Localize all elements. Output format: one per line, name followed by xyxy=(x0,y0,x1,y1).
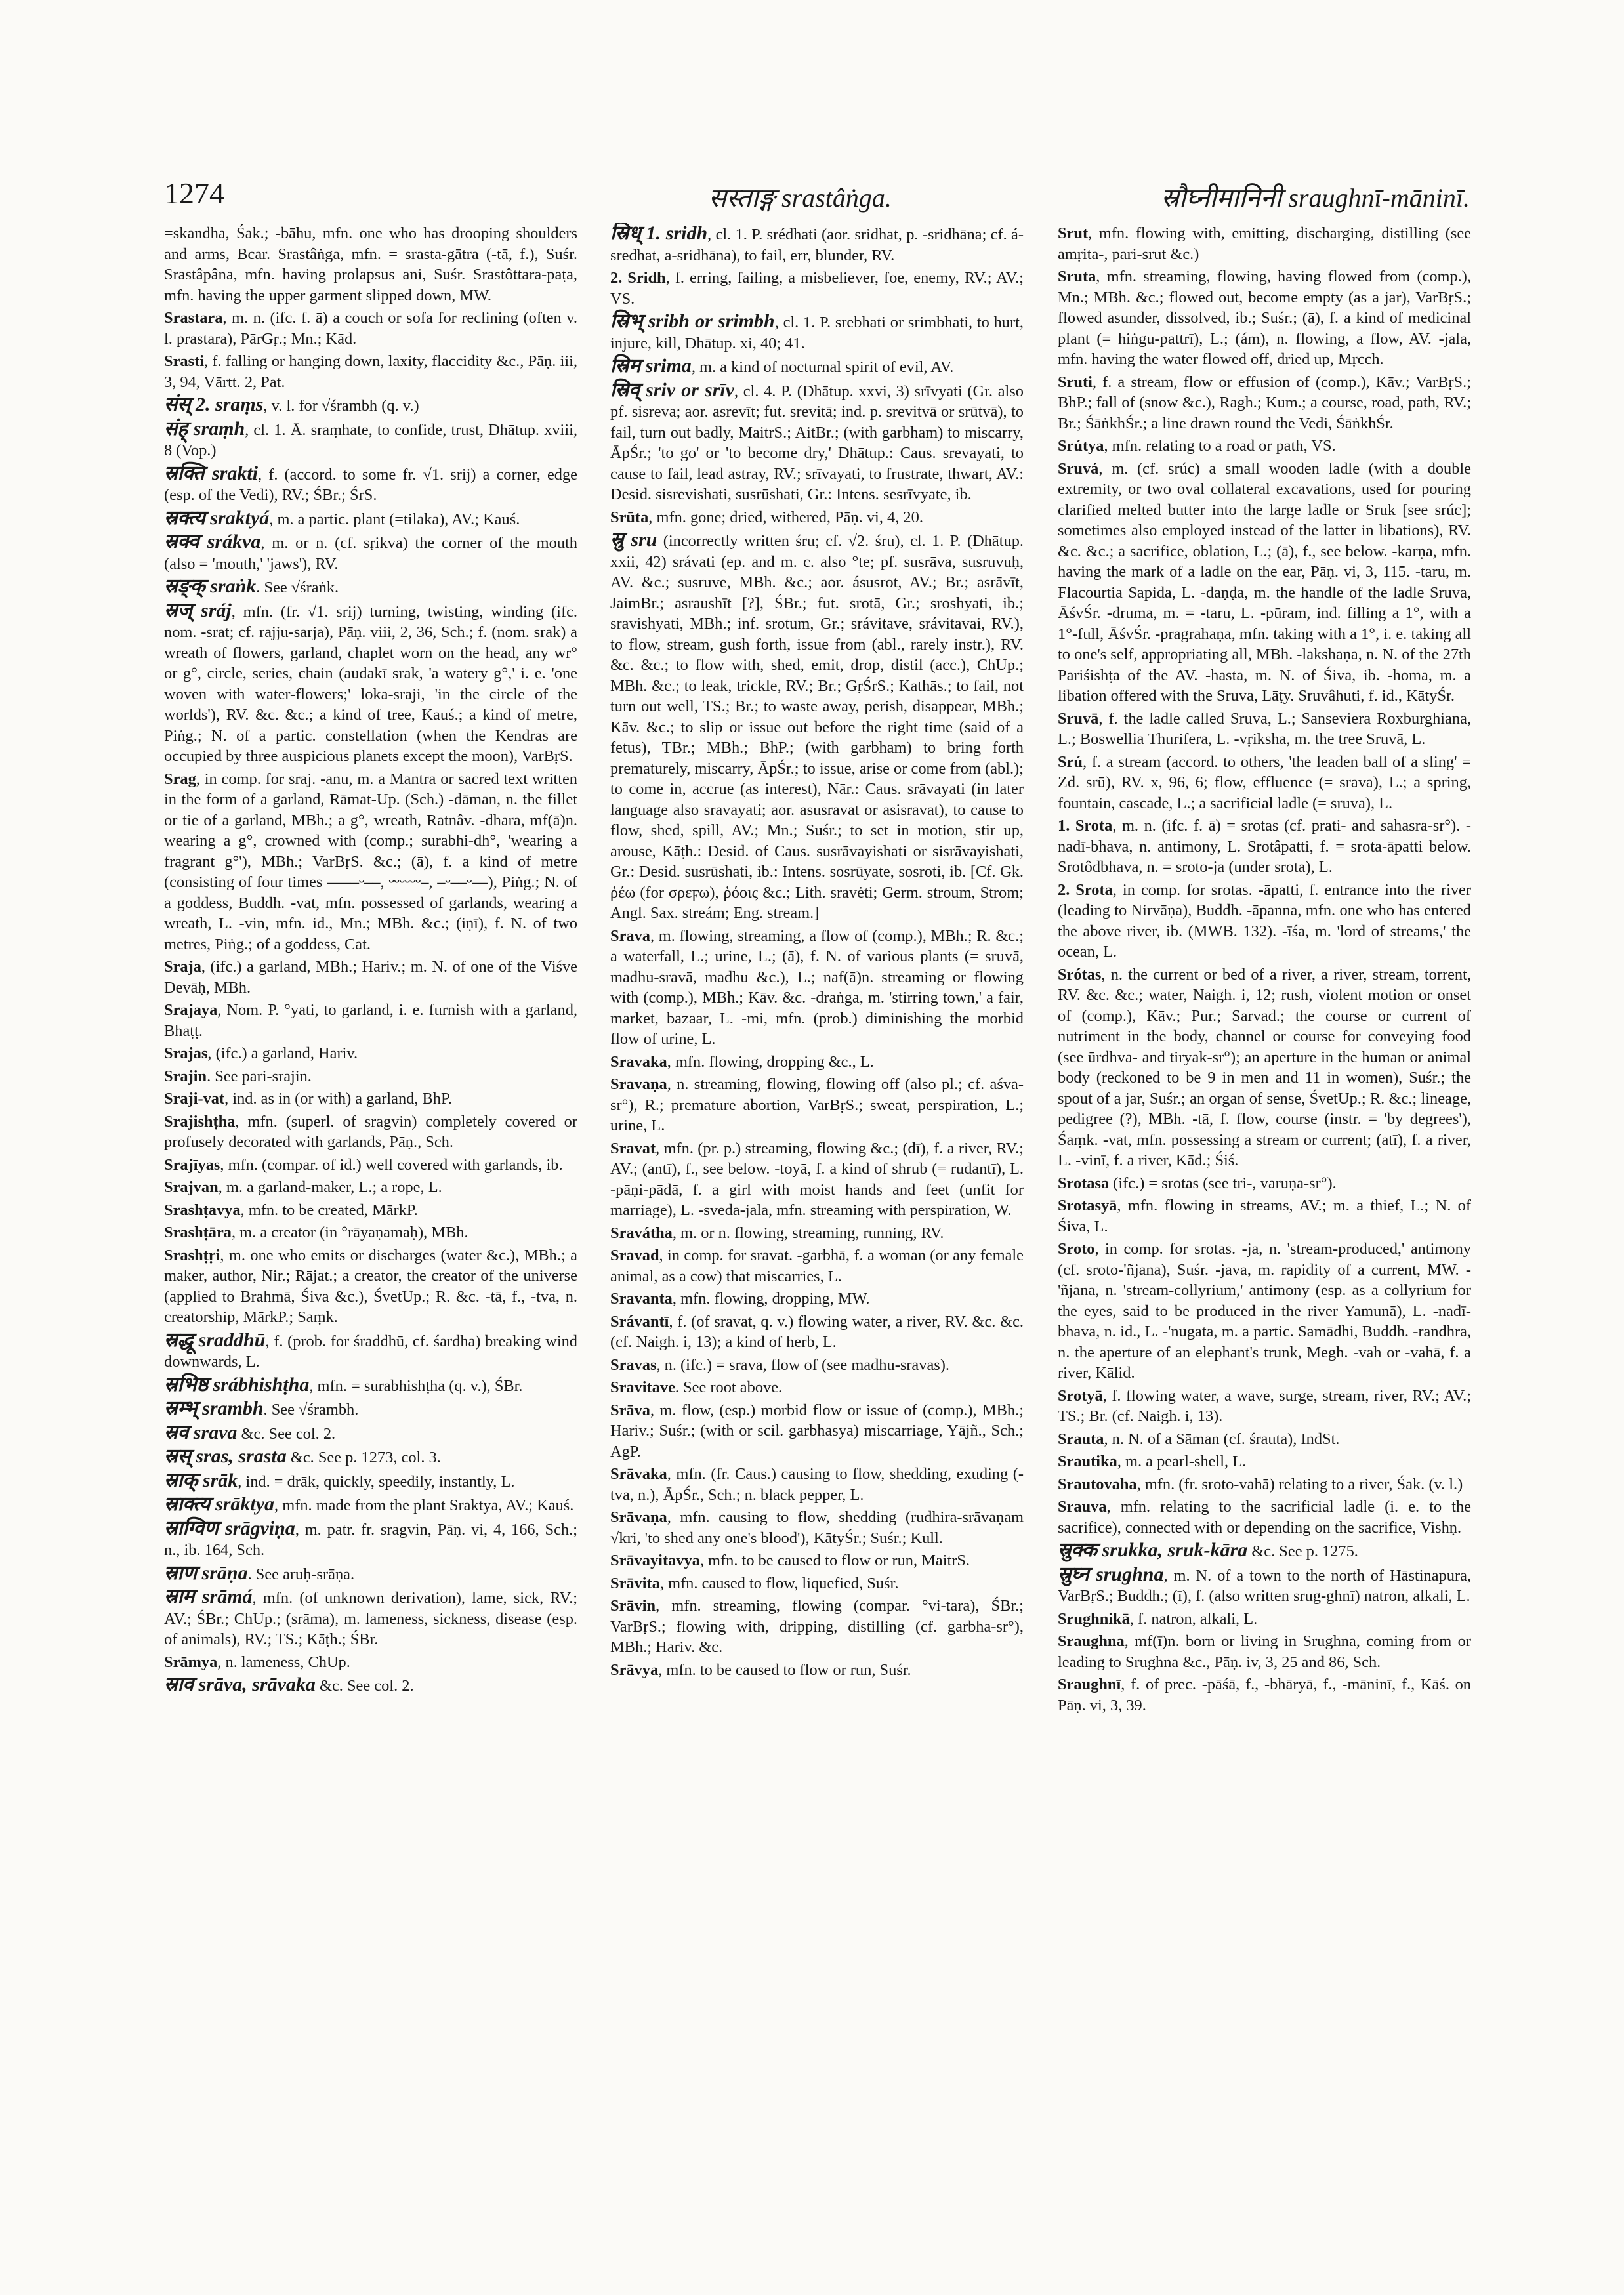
entry-definition: . See √śraṅk. xyxy=(256,579,339,596)
dictionary-entry xyxy=(610,1400,1024,1462)
entry-definition: , f. a stream, flow or effusion of (comp.), Kāv.; VarBṛS.; BhP.; fall of (snow &c.), Ragh.; Kum.; a course, road, path, RV.; Br.; ŚāṅkhŚr.; a line drawn round the Vedi, ŚāṅkhŚr. xyxy=(1058,373,1471,432)
dictionary-entry xyxy=(164,1043,577,1064)
entry-headword: स्रुक्क srukka, sruk-kāra xyxy=(1058,1539,1248,1561)
entry-definition: , mfn. to be caused to flow or run, Suśr. xyxy=(658,1661,911,1679)
dictionary-entry xyxy=(164,1200,577,1221)
entry-definition: , v. l. for √śrambh (q. v.) xyxy=(263,397,419,415)
dictionary-entry xyxy=(1058,1474,1471,1495)
dictionary-entry xyxy=(1058,436,1471,457)
entry-headword: Srāvya xyxy=(610,1661,659,1679)
entry-definition: , in comp. for srotas. -āpatti, f. entrance into the river (leading to Nirvāṇa), Buddh. -āpanna, mfn. one who has entered the above river, ib. (MWB. 132). -īśa, m. 'lord of streams,' the ocean, L. xyxy=(1058,880,1471,961)
dictionary-entry xyxy=(610,1074,1024,1136)
entry-headword: स्रम्भ् srambh xyxy=(164,1397,264,1419)
entry-headword: Sravitave xyxy=(610,1378,675,1396)
dictionary-entry xyxy=(164,1155,577,1176)
entry-headword: Sravat xyxy=(610,1139,656,1157)
dictionary-entry xyxy=(1058,816,1471,878)
entry-headword: स्राग्विण srāgviṇa xyxy=(164,1517,295,1539)
dictionary-entry xyxy=(610,1596,1024,1658)
entry-headword: स्रिभ् sribh or srimbh xyxy=(610,310,775,332)
entry-definition: , in comp. for sraj. -anu, m. a Mantra or sacred text written in the form of a garland, Rāmat-Up. (Sch.) -dāman, n. the fillet or tie of a garland, MBh.; a g°, wreath, Ratnâv. -dhara, mf(ā)n. wearing a g°, crowned with (comp.; surabhi-dh°, 'wearing a fragrant g°'), MBh.; VarBṛS. &c.; (ā), f. a kind of metre (consisting of four times ––––⏑––, ⏑⏑⏑⏑⏑⏑–, –⏑––⏑––), Piṅg.; N. of a goddess, Buddh. -vat, mfn. possessed of garlands, wearing a wreath, L. -vin, mfn. id., Mn.; MBh. &c.; (iṇī), f. N. of two metres, Piṅg.; of a goddess, Cat. xyxy=(164,770,577,953)
entry-headword: 2. Srota xyxy=(1058,880,1113,899)
dictionary-entry xyxy=(164,1563,577,1585)
dictionary-entry xyxy=(164,1422,577,1445)
dictionary-entry xyxy=(164,308,577,349)
dictionary-entry xyxy=(1058,1386,1471,1427)
entry-definition: , mfn. causing to flow, shedding (rudhira-srāvaṇam √kri, 'to shed any one's blood'), KātyŚr.; Suśr.; Kull. xyxy=(610,1508,1024,1547)
entry-headword: Srótas xyxy=(1058,965,1102,983)
entry-definition: , mfn. (compar. of id.) well covered with garlands, ib. xyxy=(220,1155,563,1174)
entry-definition: , n. lameness, ChUp. xyxy=(217,1653,350,1671)
dictionary-entry xyxy=(164,1330,577,1373)
dictionary-entry xyxy=(164,1494,577,1516)
dictionary-entry xyxy=(610,1138,1024,1221)
dictionary-entry xyxy=(164,957,577,998)
entry-headword: स्राव srāva, srāvaka xyxy=(164,1674,316,1695)
entry-headword: Sraji-vat xyxy=(164,1090,225,1107)
dictionary-entry xyxy=(610,1660,1024,1681)
entry-definition: , n. streaming, flowing, flowing off (also pl.; cf. aśva-sr°), R.; premature abortion, VarBṛS.; sweat, perspiration, L.; urine, L. xyxy=(610,1075,1024,1134)
dictionary-entry xyxy=(164,531,577,574)
dictionary-entry xyxy=(1058,459,1471,707)
entry-definition: , cl. 1. Ā. sraṃhate, to confide, trust, Dhātup. xviii, 8 (Vop.) xyxy=(164,421,577,459)
entry-definition: , mfn. (fr. Caus.) causing to flow, shedding, exuding (-tva, n.), ĀpŚr., Sch.; n. black pepper, L. xyxy=(610,1465,1024,1504)
entry-definition: , in comp. for srotas. -ja, n. 'stream-produced,' antimony (cf. sroto-'ñjana), Suśr. -java, m. rapidity of a current, MW. -'ñjana, n. 'stream-collyrium,' antimony (esp. as a collyrium for the eyes, said to be produced in the river Yamunā), L. -nadī-bhava, n. id., L. -'nugata, m. a partic. Samādhi, Buddh. -randhra, n. the aperture of an elephant's trunk, Megh. -vah or -vahā, f. a river, Kālid. xyxy=(1058,1240,1471,1382)
dictionary-entry xyxy=(1058,1195,1471,1237)
entry-headword: Sraja xyxy=(164,958,201,976)
entry-headword: Srut xyxy=(1058,224,1089,242)
entry-headword: Srag xyxy=(164,770,196,788)
dictionary-entry xyxy=(164,1470,577,1493)
page-number: 1274 xyxy=(164,176,224,210)
dictionary-entry xyxy=(1058,752,1471,814)
dictionary-entry xyxy=(164,1652,577,1673)
entry-definition: , m. n. (ifc. f. ā) a couch or sofa for reclining (often v. l. prastara), PārGṛ.; Mn.; Kād. xyxy=(164,309,577,348)
entry-headword: स्राक्त्य srāktya xyxy=(164,1493,275,1515)
dictionary-entry xyxy=(1058,223,1471,264)
column-1 xyxy=(164,223,577,2204)
entry-definition: , mfn. flowing with, emitting, discharging, distilling (see amṛita-, pari-srut &c.) xyxy=(1058,224,1471,263)
entry-headword: 1. Srota xyxy=(1058,817,1113,835)
entry-headword: Srajaya xyxy=(164,1001,218,1019)
column-3 xyxy=(1058,223,1471,2204)
dictionary-entry xyxy=(164,769,577,955)
entry-definition: . See aruḥ-srāṇa. xyxy=(247,1565,355,1583)
dictionary-entry xyxy=(164,600,577,767)
dictionary-entry xyxy=(610,926,1024,1050)
entry-headword: Srāva xyxy=(610,1401,650,1419)
dictionary-entry xyxy=(1058,1451,1471,1472)
entry-headword: स्रङ्क् sraṅk xyxy=(164,575,257,597)
entry-definition: , mfn. relating to the sacrificial ladle (i. e. to the sacrifice), connected with or depending on the sacrifice, Vishṇ. xyxy=(1058,1498,1471,1537)
entry-headword: Srajin xyxy=(164,1067,207,1085)
entry-definition: , m. or n. flowing, streaming, running, RV. xyxy=(672,1224,944,1242)
dictionary-entry xyxy=(1058,1540,1471,1562)
dictionary-entry xyxy=(1058,964,1471,1171)
entry-headword: संस् 2. sraṃs xyxy=(164,394,264,415)
entry-headword: Sruvā xyxy=(1058,709,1099,728)
dictionary-entry xyxy=(610,380,1024,505)
entry-headword: Srashṭāra xyxy=(164,1224,232,1241)
entry-definition: , f. (accord. to some fr. √1. srij) a corner, edge (esp. of the Vedi), RV.; ŚBr.; ŚrS. xyxy=(164,465,577,504)
entry-definition: , f. (prob. for śraddhū, cf. śardha) breaking wind downwards, L. xyxy=(164,1332,577,1371)
dictionary-entry xyxy=(1058,372,1471,434)
dictionary-entry xyxy=(1058,880,1471,962)
dictionary-entry xyxy=(1058,1497,1471,1538)
dictionary-entry xyxy=(164,1398,577,1420)
entry-headword: Srú xyxy=(1058,753,1083,771)
entry-definition: , mfn. (pr. p.) streaming, flowing &c.; (dī), f. a river, RV.; AV.; (antī), f., see below. -toyā, f. a kind of shrub (= rudantī), L. -pāṇi-pādā, f. a girl with moist hands and feet (unfit for marriage), L. -sveda-jala, mfn. streaming with perspiration, W. xyxy=(610,1139,1024,1219)
entry-headword: Sroto xyxy=(1058,1240,1095,1258)
dictionary-entry xyxy=(164,223,577,306)
entry-headword: स्राण srāṇa xyxy=(164,1561,248,1584)
entry-definition: , m. a garland-maker, L.; a rope, L. xyxy=(218,1178,442,1196)
dictionary-entry xyxy=(610,356,1024,378)
running-head-left: सस्ताङ्ग srastâṅga. xyxy=(709,183,892,213)
entry-definition: , (ifc.) a garland, Hariv. xyxy=(207,1044,358,1062)
entry-definition: . See √śrambh. xyxy=(263,1401,359,1418)
dictionary-entry xyxy=(1058,709,1471,750)
entry-headword: स्राक् srāk xyxy=(164,1469,238,1491)
entry-definition: , ind. = drāk, quickly, speedily, instantly, L. xyxy=(238,1472,515,1491)
dictionary-entry xyxy=(164,576,577,598)
entry-headword: 2. Sridh xyxy=(610,269,666,287)
entry-definition: , m. N. of a town to the north of Hāstinapura, VarBṛS.; Buddh.; (ī), f. (also written srug-ghnī) natron, alkali, L. xyxy=(1058,1566,1471,1605)
entry-definition: , m. flow, (esp.) morbid flow or issue of (comp.), MBh.; Hariv.; Suśr.; (with or scil. garbhasya) miscarriage, Yājñ., Sch.; AgP. xyxy=(610,1401,1024,1460)
entry-headword: Srajas xyxy=(164,1044,208,1062)
entry-definition: , n. (ifc.) = srava, flow of (see madhu-sravas). xyxy=(656,1355,949,1374)
entry-headword: Srashṭṛi xyxy=(164,1246,220,1264)
dictionary-entry xyxy=(1058,1674,1471,1716)
dictionary-entry xyxy=(164,1222,577,1243)
entry-headword: Srajishṭha xyxy=(164,1112,236,1130)
entry-headword: Sravanta xyxy=(610,1290,673,1308)
dictionary-entry xyxy=(610,1464,1024,1505)
entry-headword: Sruti xyxy=(1058,373,1093,391)
entry-headword: स्रक्व srákva xyxy=(164,531,261,552)
entry-headword: स्रव srava xyxy=(164,1421,238,1443)
entry-headword: Srastara xyxy=(164,309,223,327)
entry-definition: , ind. as in (or with) a garland, BhP. xyxy=(224,1090,452,1107)
entry-headword: Sravátha xyxy=(610,1224,673,1242)
entry-headword: Srútya xyxy=(1058,437,1104,455)
dictionary-entry xyxy=(610,1289,1024,1310)
entry-headword: Srāvita xyxy=(610,1574,660,1592)
dictionary-entry xyxy=(164,351,577,392)
entry-definition: , f. falling or hanging down, laxity, flaccidity &c., Pāṇ. iii, 3, 94, Vārtt. 2, Pat. xyxy=(164,352,577,391)
entry-definition: (incorrectly written śru; cf. √2. śru), cl. 1. P. (Dhātup. xxii, 42) srávati (ep. and m. c. also °te; pf. susrāva, susruvuḥ, AV. &c.; susruve, MBh. &c.; aor. ásusrot, AV.; Br.; asrāvīt, JaimBr.; asraushīt [?], ŚBr.; fut. srotā, Gr.; sroshyati, ib.; sravishyati, MBh.; inf. srotum, Gr.; srávitave, srávitavai, RV.), to flow, stream, gush forth, issue from (abl., rarely instr.), RV. &c. &c.; to flow with, shed, emit, drop, distil (acc.), ChUp.; MBh. &c.; to leak, trickle, RV.; Br.; GṛŚrS.; Kathās.; to fail, not turn out well, TS.; Br.; to waste away, perish, disappear, MBh.; Kāv. &c.; to slip or issue out before the right time (said of a fetus), TBr.; MBh.; BhP.; (with garbham) to bring forth prematurely, miscarry, ĀpŚr.; to issue, arise or come from (abl.); to come in, accrue (as interest), Nār.: Caus. srāvayati (in later language also sravayati; aor. asusravat or asisravat), to cause to flow, shed, spill, AV.; Mn.; Suśr.; to set in motion, stir up, arouse, Kāṭh.: Desid. of Caus. susrāvayishati or sisrāvayishati, Gr.: Desid. susrūshati, ib.: Intens. sosrūyate, sosroti, ib. [Cf. Gk. ῥέω (for σρεϝω), ῥόοις &c.; Lith. sravėti; Germ. stroum, Strom; Angl. Sax. streám; Eng. stream.] xyxy=(610,532,1024,922)
entry-definition: &c. See col. 2. xyxy=(315,1677,414,1695)
entry-definition: , in comp. for sravat. -garbhā, f. a woman (or any female animal, as a cow) that miscarries, L. xyxy=(610,1247,1024,1285)
dictionary-entry xyxy=(164,419,577,461)
dictionary-entry xyxy=(164,463,577,506)
dictionary-entry xyxy=(164,1518,577,1561)
dictionary-entry xyxy=(610,223,1024,266)
dictionary-entry xyxy=(610,1550,1024,1571)
dictionary-entry xyxy=(610,1245,1024,1287)
entry-headword: Srashṭavya xyxy=(164,1201,241,1219)
entry-headword: Srāvin xyxy=(610,1597,656,1615)
entry-definition: , f. the ladle called Sruva, L.; Sanseviera Roxburghiana, L.; Boswellia Thurifera, L. -vṛiksha, m. the tree Sruvā, L. xyxy=(1058,709,1471,748)
entry-definition: , Nom. P. °yati, to garland, i. e. furnish with a garland, Bhaṭṭ. xyxy=(164,1001,577,1040)
entry-headword: Srauta xyxy=(1058,1430,1104,1448)
entry-definition: , cl. 1. P. srebhati or srimbhati, to hurt, injure, kill, Dhātup. xi, 40; 41. xyxy=(610,314,1024,352)
dictionary-entry xyxy=(1058,1609,1471,1630)
dictionary-entry xyxy=(1058,1564,1471,1607)
entry-definition: (ifc.) = srotas (see tri-, varuṇa-sr°). xyxy=(1109,1174,1337,1192)
entry-headword: स्रिध् 1. sridh xyxy=(610,223,708,244)
entry-definition: , m. a creator (in °rāyaṇamaḥ), MBh. xyxy=(231,1224,468,1241)
entry-headword: स्राम srāmá xyxy=(164,1586,253,1607)
column-2 xyxy=(610,223,1024,2204)
entry-headword: स्रभिष्ठ srábhishṭha xyxy=(164,1373,310,1396)
dictionary-entry xyxy=(610,1507,1024,1548)
entry-definition: , f. (of sravat, q. v.) flowing water, a river, RV. &c. &c. (cf. Naigh. i, 13); a kind of herb, L. xyxy=(610,1312,1024,1351)
entry-definition: , f. erring, failing, a misbeliever, foe, enemy, RV.; AV.; VS. xyxy=(610,269,1024,308)
entry-definition: , m. a partic. plant (=tilaka), AV.; Kauś. xyxy=(269,510,520,528)
entry-headword: Srughnikā xyxy=(1058,1609,1130,1628)
entry-headword: स्रिम srima xyxy=(610,355,692,377)
dictionary-entry xyxy=(610,507,1024,528)
entry-definition: , mfn. to be caused to flow or run, MaitrS. xyxy=(699,1552,970,1569)
entry-headword: स्रद्धू sraddhū xyxy=(164,1329,266,1351)
entry-headword: Srautika xyxy=(1058,1453,1117,1470)
entry-definition: , mfn. streaming, flowing (compar. °vi-tara), ŚBr.; VarBṛS.; flowing with, dripping, distilling (cf. garbha-sr°), MBh.; Hariv. &c. xyxy=(610,1597,1024,1656)
dictionary-entry xyxy=(164,1066,577,1087)
entry-headword: स्रक्त्य sraktyá xyxy=(164,507,270,529)
entry-headword: Sraughnī xyxy=(1058,1676,1121,1693)
dictionary-entry xyxy=(164,508,577,530)
entry-headword: स्रस् sras, srasta xyxy=(164,1445,287,1467)
entry-headword: Srāvaṇa xyxy=(610,1508,667,1526)
entry-definition: , cl. 1. P. srédhati (aor. sridhat, p. -sridhāna; cf. á-sredhat, a-sridhāna), to fail, err, blunder, RV. xyxy=(610,226,1024,264)
entry-headword: Sraughna xyxy=(1058,1632,1125,1650)
entry-headword: स्रुघ्न srughna xyxy=(1058,1563,1164,1585)
entry-definition: , mfn. = surabhishṭha (q. v.), ŚBr. xyxy=(309,1376,523,1395)
entry-headword: Srāmya xyxy=(164,1653,218,1671)
entry-definition: , mfn. to be created, MārkP. xyxy=(240,1201,418,1219)
entry-definition: , (ifc.) a garland, MBh.; Hariv.; m. N. of one of the Viśve Devāḥ, MBh. xyxy=(164,958,577,997)
dictionary-entry xyxy=(1058,266,1471,370)
entry-definition: , f. of prec. -pāśā, f., -bhāryā, f., -māninī, f., Kāś. on Pāṇ. vi, 3, 39. xyxy=(1058,1676,1471,1714)
dictionary-entry xyxy=(1058,1173,1471,1194)
entry-definition: , m. (cf. srúc) a small wooden ladle (with a double extremity, or two oval collateral excavations, used for pouring clarified melted butter into the large ladle or Sruk [see srúc]; sometimes also employed instead of the latter in libations), RV. &c. &c.; a sacrifice, oblation, L.; (ā), f., see below. -karṇa, mfn. having the mark of a ladle on the ear, Pāṇ. vi, 3, 115. -taru, m. Flacourtia Sapida, L. -daṇḍa, m. the handle of the ladle Sruva, ĀśvŚr. -druma, m. = -taru, L. -pūram, ind. filling a 1°, with a 1°-full, ĀśvŚr. -pragrahaṇa, mfn. taking with a 1°, i. e. taking all to one's self, appropriating all, MBh. -lakshaṇa, n. N. of the 27th Pariśishṭa of the AV. -hasta, m. N. of Śiva, ib. -homa, m. a libation offered with the Sruva, Lāṭy. Sruvâhuti, f. id., KātyŚr. xyxy=(1058,459,1471,705)
dictionary-entry xyxy=(610,1573,1024,1594)
dictionary-entry xyxy=(164,1446,577,1468)
entry-definition: , m. flowing, streaming, a flow of (comp.), MBh.; R. &c.; a waterfall, L.; urine, L.; (ā), f. N. of various plants (= sruvā, madhu-sravā, madhu &c.), L.; naf(ā)n. streaming or flowing with (comp.), MBh.; Kāv. &c. -draṅga, m. 'stirring town,' a fair, market, bazaar, L. -mi, mfn. (prob.) diminishing the morbid flow of urine, L. xyxy=(610,926,1024,1048)
dictionary-entry xyxy=(1058,1631,1471,1672)
entry-headword: Sravaṇa xyxy=(610,1075,667,1093)
entry-definition: , mfn. (of unknown derivation), lame, sick, RV.; AV.; ŚBr.; ChUp.; (srāma), m. lameness, sickness, disease (esp. of animals), RV.; TS.; Kāṭh.; ŚBr. xyxy=(164,1589,577,1648)
entry-headword: Srāvaka xyxy=(610,1465,667,1483)
entry-headword: Srauva xyxy=(1058,1498,1107,1516)
dictionary-entry xyxy=(164,1088,577,1109)
dictionary-entry xyxy=(610,1355,1024,1376)
entry-definition: , mfn. streaming, flowing, having flowed from (comp.), Mn.; MBh. &c.; flowed out, become empty (as a jar), VarBṛS.; flowed asunder, dissolved, ib.; Suśr.; (ā), f. a kind of medicinal plant (= hiṅgu-pattrī), L.; (ám), n. flowing, a flow, AV. -jala, mfn. having the water flowed off, dried up, Mṛcch. xyxy=(1058,268,1471,368)
dictionary-entry xyxy=(1058,1429,1471,1450)
entry-headword: Srajīyas xyxy=(164,1155,220,1174)
entry-definition: , mf(ī)n. born or living in Srughna, coming from or leading to Srughna &c., Pāṇ. iv, 3, 25 and 86, Sch. xyxy=(1058,1632,1471,1671)
dictionary-entry xyxy=(610,268,1024,309)
dictionary-entry xyxy=(1058,1239,1471,1384)
entry-definition: , f. flowing water, a wave, surge, stream, river, RV.; AV.; TS.; Br. (cf. Naigh. i, 13). xyxy=(1058,1386,1471,1425)
entry-definition: , f. a stream (accord. to others, 'the leaden ball of a sling' = Zd. srū), RV. x, 96, 6; flow, effluence (= srava), L.; a spring, fountain, cascade, L.; a sacrificial ladle (= sruva), L. xyxy=(1058,753,1471,812)
dictionary-entry xyxy=(164,1586,577,1650)
entry-headword: Srajvan xyxy=(164,1178,219,1196)
entry-headword: Srava xyxy=(610,926,650,945)
entry-definition: , mfn. flowing, dropping &c., L. xyxy=(667,1052,874,1071)
entry-definition: , m. a pearl-shell, L. xyxy=(1117,1453,1247,1470)
entry-headword: Sruta xyxy=(1058,268,1096,285)
dictionary-entry xyxy=(610,311,1024,354)
entry-headword: Srasti xyxy=(164,352,204,370)
entry-definition: . See root above. xyxy=(675,1378,783,1396)
entry-definition: , f. natron, alkali, L. xyxy=(1129,1609,1258,1628)
entry-headword: Srāvayitavya xyxy=(610,1552,700,1569)
entry-definition: , mfn. (fr. √1. srij) turning, twisting, winding (ifc. nom. -srat; cf. rajju-sarja), Pāṇ. viii, 2, 36, Sch.; f. (nom. srak) a wreath of flowers, garland, chaplet worn on the head, any wr° or g°, circle, series, chain (audakī srak, 'a watery g°,' i. e. 'one woven with water-flowers;' loka-sraji, 'in the circle of the worlds'), RV. &c. &c.; a kind of tree, Kauś.; a kind of metre, Piṅg.; N. of a partic. constellation (when the Kendras are occupied by three auspicious planets except the moon), VarBṛS. xyxy=(164,602,577,765)
dictionary-entry xyxy=(164,1674,577,1697)
dictionary-entry xyxy=(164,394,577,417)
entry-definition: , m. a kind of nocturnal spirit of evil, AV. xyxy=(691,358,954,376)
entry-definition: , mfn. (fr. sroto-vahā) relating to a river, Śak. (v. l.) xyxy=(1136,1475,1463,1493)
entry-definition: , m. or n. (cf. sṛikva) the corner of the mouth (also = 'mouth,' 'jaws'), RV. xyxy=(164,534,577,573)
entry-headword: Sravad xyxy=(610,1247,659,1264)
dictionary-entry xyxy=(610,1377,1024,1398)
entry-headword: Srūta xyxy=(610,508,649,526)
entry-headword: Srotasyā xyxy=(1058,1197,1117,1214)
dictionary-entry xyxy=(610,1223,1024,1244)
entry-definition: &c. See p. 1273, col. 3. xyxy=(286,1449,441,1466)
entry-headword: Srávantī xyxy=(610,1312,669,1331)
entry-definition: &c. See col. 2. xyxy=(237,1424,336,1443)
entry-definition: , mfn. made from the plant Sraktya, AV.; Kauś. xyxy=(274,1497,574,1514)
entry-definition: , n. N. of a Sāman (cf. śrauta), IndSt. xyxy=(1104,1430,1340,1448)
entry-definition: , cl. 4. P. (Dhātup. xxvi, 3) srīvyati (Gr. also pf. sisreva; aor. asrevīt; fut. srevitā; ind. p. srevitvā or srūtvā), to fail, turn out badly, MaitrS.; AitBr.; (with garbham) to miscarry, ĀpŚr.; 'to go' or 'to become dry,' Dhātup.: Caus. srevayati, to cause to fail, lead astray, RV.; srīvayati, to frustrate, thwart, AV.: Desid. sisrevishati, susrūshati, Gr.: Intens. sesrīvyate, ib. xyxy=(610,382,1024,503)
entry-definition: , mfn. gone; dried, withered, Pāṇ. vi, 4, 20. xyxy=(648,508,923,526)
entry-definition: . See pari-srajin. xyxy=(207,1067,312,1085)
entry-headword: Sruvá xyxy=(1058,459,1099,478)
entry-definition: , m. patr. fr. sragvin, Pāṇ. vi, 4, 166, Sch.; n., ib. 164, Sch. xyxy=(164,1520,577,1559)
dictionary-entry xyxy=(164,1111,577,1153)
entry-headword: स्रु sru xyxy=(610,529,657,550)
entry-headword: Sravaka xyxy=(610,1052,667,1071)
dictionary-entry xyxy=(610,1052,1024,1073)
dictionary-entry xyxy=(610,1312,1024,1353)
dictionary-entry xyxy=(164,1000,577,1041)
entry-definition: &c. See p. 1275. xyxy=(1247,1542,1358,1560)
entry-definition: , mfn. caused to flow, liquefied, Suśr. xyxy=(659,1574,899,1592)
entry-headword: स्रज् sráj xyxy=(164,599,232,621)
entry-headword: संह् sraṃh xyxy=(164,417,245,440)
running-head-right: स्रौघ्नीमानिनी sraughnī-māninī. xyxy=(1161,183,1470,213)
dictionary-entry xyxy=(610,529,1024,924)
entry-definition: , mfn. flowing in streams, AV.; m. a thief, L.; N. of Śiva, L. xyxy=(1058,1197,1471,1235)
entry-definition: , n. the current or bed of a river, a river, stream, torrent, RV. &c. &c.; water, Naigh. i, 12; rush, violent motion or onset of (comp.), Kāv.; Pur.; Sarvad.; the course or current of nutriment in the body, channel or course for conveying food (see ūrdhva- and tiryak-sr°); an aperture in the human or animal body (reckoned to be 9 in men and 11 in women), Suśr.; the spout of a jar, Suśr.; an organ of sense, ŚvetUp.; R. &c.; lineage, pedigree (?), MBh. -tā, f. flow, course (instr. = 'by degrees'), Śaṃk. -vat, mfn. possessing a stream or current; (atī), f. a river, L. -vinī, f. a river, Kād.; Śiś. xyxy=(1058,965,1471,1169)
entry-definition: , mfn. relating to a road or path, VS. xyxy=(1104,437,1336,455)
entry-definition: , m. n. (ifc. f. ā) = srotas (cf. prati- and sahasra-sr°). -nadī-bhava, n. antimony, L. Srotâpatti, f. = srota-āpatti below. Srotôdbhava, n. = sroto-ja (under srota), L. xyxy=(1058,817,1471,876)
entry-headword: स्रिव् sriv or srīv xyxy=(610,379,734,401)
entry-headword: Srautovaha xyxy=(1058,1475,1137,1493)
entry-headword: Sravas xyxy=(610,1355,657,1374)
dictionary-entry xyxy=(164,1245,577,1328)
entry-definition: , mfn. (superl. of sragvin) completely covered or profusely decorated with garlands, Pāṇ., Sch. xyxy=(164,1112,577,1151)
entry-definition: =skandha, Śak.; -bāhu, mfn. one who has drooping shoulders and arms, Bcar. Srastâṅga, mfn. = srasta-gātra (-tā, f.), Suśr. Srastâpâna, mfn. having prolapsus ani, Suśr. Srastôttara-paṭa, mfn. having the upper garment slipped down, MW. xyxy=(164,224,577,304)
entry-headword: Srotyā xyxy=(1058,1386,1103,1405)
entry-headword: स्रक्ति srakti xyxy=(164,462,259,484)
dictionary-entry xyxy=(164,1177,577,1198)
entry-headword: Srotasa xyxy=(1058,1174,1110,1192)
dictionary-entry xyxy=(164,1375,577,1397)
entry-definition: , m. one who emits or discharges (water &c.), MBh.; a maker, author, Nir.; Rājat.; a creator, the creator of the universe (applied to Brahmā, Śiva &c.), ŚvetUp.; R. &c. -tā, f., -tva, n. creatorship, MārkP.; Saṃk. xyxy=(164,1246,577,1326)
entry-definition: , mfn. flowing, dropping, MW. xyxy=(672,1290,870,1308)
running-header xyxy=(164,176,1470,215)
